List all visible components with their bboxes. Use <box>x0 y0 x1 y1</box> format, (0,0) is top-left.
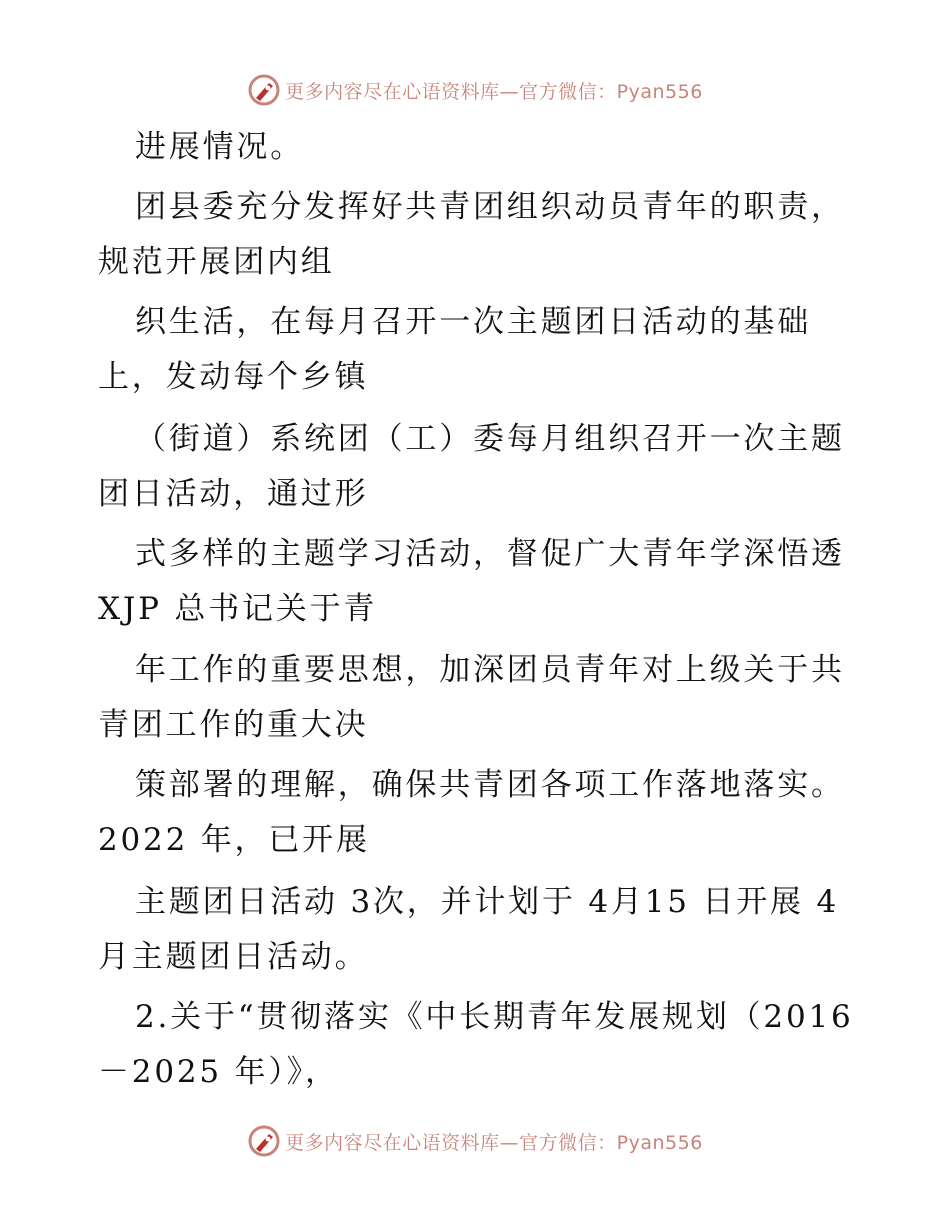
text-line: 主题团日活动 3次，并计划于 4月15 日开展 4 <box>135 884 840 920</box>
text-line: 策部署的理解，确保共青团各项工作落地落实。 <box>135 767 845 803</box>
text-line: 2022 年，已开展 <box>98 822 370 858</box>
text-line: 2.关于“贯彻落实《中长期青年发展规划（2016 <box>135 999 854 1035</box>
header-watermark <box>0 70 950 110</box>
text-line: 团日活动，通过形 <box>98 476 369 512</box>
watermark-text: 更多内容尽在心语资料库—官方微信：Pyan556 <box>285 1131 703 1154</box>
text-line: 式多样的主题学习活动，督促广大青年学深悟透 <box>135 536 845 572</box>
text-line: 月主题团日活动。 <box>98 939 369 975</box>
text-line: 织生活，在每月召开一次主题团日活动的基础 <box>135 304 811 340</box>
text-line: （街道）系统团（工）委每月组织召开一次主题 <box>135 421 845 457</box>
footer-watermark <box>0 1121 950 1161</box>
pen-logo-icon <box>247 73 281 107</box>
text-line: 规范开展团内组 <box>98 244 335 280</box>
text-line: 年工作的重要思想，加深团员青年对上级关于共 <box>135 652 845 688</box>
text-line: 上，发动每个乡镇 <box>98 359 369 395</box>
text-line: 进展情况。 <box>135 129 304 165</box>
text-line: 团县委充分发挥好共青团组织动员青年的职责， <box>135 189 845 225</box>
text-line: －2025 年）》， <box>98 1054 339 1090</box>
text-line: XJP 总书记关于青 <box>98 591 378 627</box>
text-line: 青团工作的重大决 <box>98 707 369 743</box>
watermark-text: 更多内容尽在心语资料库—官方微信：Pyan556 <box>285 80 703 103</box>
pen-logo-icon <box>247 1124 281 1158</box>
